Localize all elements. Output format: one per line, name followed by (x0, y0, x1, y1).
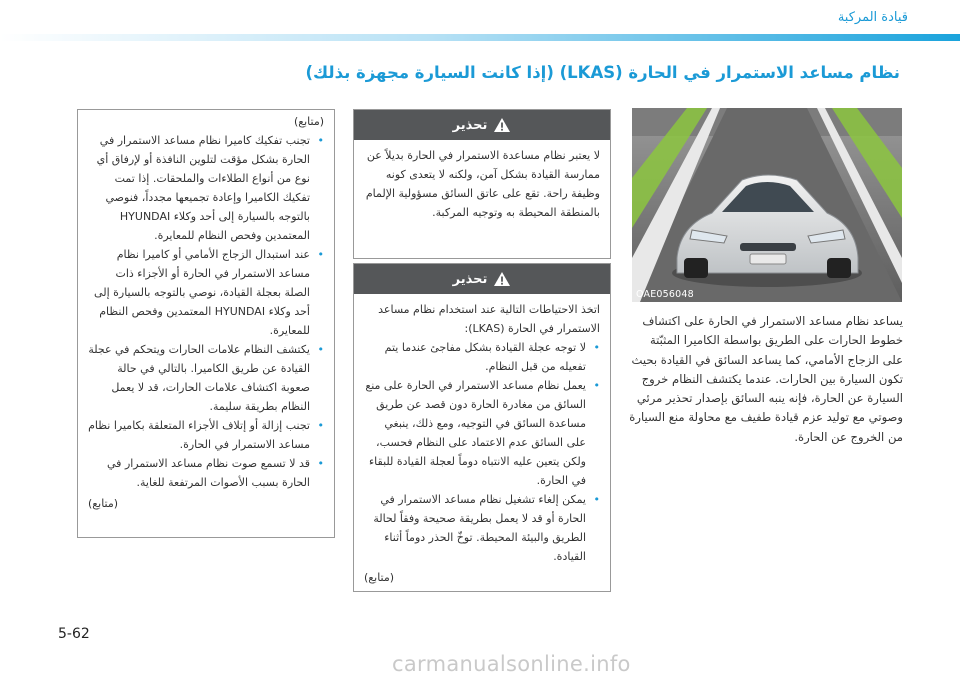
continued-label: (متابع) (364, 571, 395, 584)
warning-intro: اتخذ الاحتياطات التالية عند استخدام نظام مساعد الاستمرار في الحارة (LKAS): (378, 303, 600, 335)
warning-bullet: • يعمل نظام مساعد الاستمرار في الحارة على منع السائق من مغادرة الحارة دون قصد عن طريق مساعدة السائق في التوجيه، ومع ذلك، ينبغي على السائق عدم الاعتماد على النظام فحسب، ولكن يتعين عليه الانتباه دوماً لعجلة القيادة للبقاء في الحارة. (364, 376, 600, 490)
warning-bullet: • لا توجه عجلة القيادة بشكل مفاجئ عندما يتم تفعيله من قبل النظام. (364, 338, 600, 376)
warning-title: تحذير (452, 117, 488, 133)
section-title: قيادة المركبة (837, 10, 908, 25)
note-bullet: • قد لا تسمع صوت نظام مساعد الاستمرار في الحارة بسبب الأصوات المرتفعة للغاية. (88, 454, 324, 492)
note-bullet: • تجنب تفكيك كاميرا نظام مساعد الاستمرار في الحارة بشكل مؤقت لتلوين النافذة أو لإرفاق أي نوع من أنواع الطلاءات والملحقات. إذا تمت تفكيك الكاميرا وإعادة تجميعها مجدداً، فنوصي بالتوجه بالسيارة إلى أحد وكلاء HYUNDAI المعتمدين وفحص النظام للمعايرة. (88, 131, 324, 245)
road-car-illustration (632, 108, 902, 302)
figure-code: OAE056048 (636, 289, 694, 300)
continued-note-box (77, 109, 335, 538)
warning-triangle-icon (493, 117, 511, 133)
warning-box-1 (353, 109, 611, 259)
note-bullet: • عند استبدال الزجاج الأمامي أو كاميرا نظام مساعد الاستمرار في الحارة أو الأجزاء ذات الصلة بعجلة القيادة، نوصي بالتوجه بالسيارة إلى أحد وكلاء HYUNDAI المعتمدين وفحص النظام للمعايرة. (88, 245, 324, 340)
note-bullet: • يكتشف النظام علامات الحارات ويتحكم في عجلة القيادة عن طريق الكاميرا. بالتالي في حالة صعوبة اكتشاف علامات الحارات، قد لا يعمل النظام بطريقة سليمة. (88, 340, 324, 416)
warning-bullet: • يمكن إلغاء تشغيل نظام مساعد الاستمرار في الحارة أو قد لا يعمل بطريقة صحيحة وفقاً لحالة الطريق والبيئة المحيطة. توخّ الحذر دوماً أثناء القيادة. (364, 490, 600, 566)
warning-text: لا يعتبر نظام مساعدة الاستمرار في الحارة بديلاً عن ممارسة القيادة بشكل آمن، ولكنه لا يتعدى كونه وظيفة راحة. تقع على عاتق السائق مسؤولية الإلمام بالمنطقة المحيطة به وتوجيه المركبة. (365, 149, 600, 219)
warning-box-2 (353, 263, 611, 592)
page-number: 5-62 (58, 626, 90, 642)
page-heading: نظام مساعد الاستمرار في الحارة (LKAS) (إذا كانت السيارة مجهزة بذلك) (305, 63, 900, 82)
warning-triangle-icon (493, 271, 511, 287)
watermark: carmanualsonline.info (392, 652, 631, 676)
continued-top-label: (متابع) (293, 115, 324, 128)
body-paragraph: يساعد نظام مساعد الاستمرار في الحارة على اكتشاف خطوط الحارات على الطريق بواسطة الكاميرا المثبّتة على الزجاج الأمامي، كما يساعد السائق في القيادة بحيث تكون السيارة بين الحارات. عندما يكتشف النظام خروج السيارة عن الحارة، فإنه ينبه السائق بإصدار تحذير مرئي وصوتي مع تولید عزم قیادة طفیف مع محاولة منع السیارة من الخروج عن الحارة. (629, 314, 903, 444)
warning-header (354, 264, 610, 294)
warning-title: تحذير (452, 271, 488, 287)
continued-label: (متابع) (88, 497, 119, 510)
header-gradient-bar (0, 34, 960, 41)
warning-header (354, 110, 610, 140)
lkas-figure (632, 108, 902, 302)
note-bullet: • تجنب إزالة أو إتلاف الأجزاء المتعلقة بكاميرا نظام مساعد الاستمرار في الحارة. (88, 416, 324, 454)
